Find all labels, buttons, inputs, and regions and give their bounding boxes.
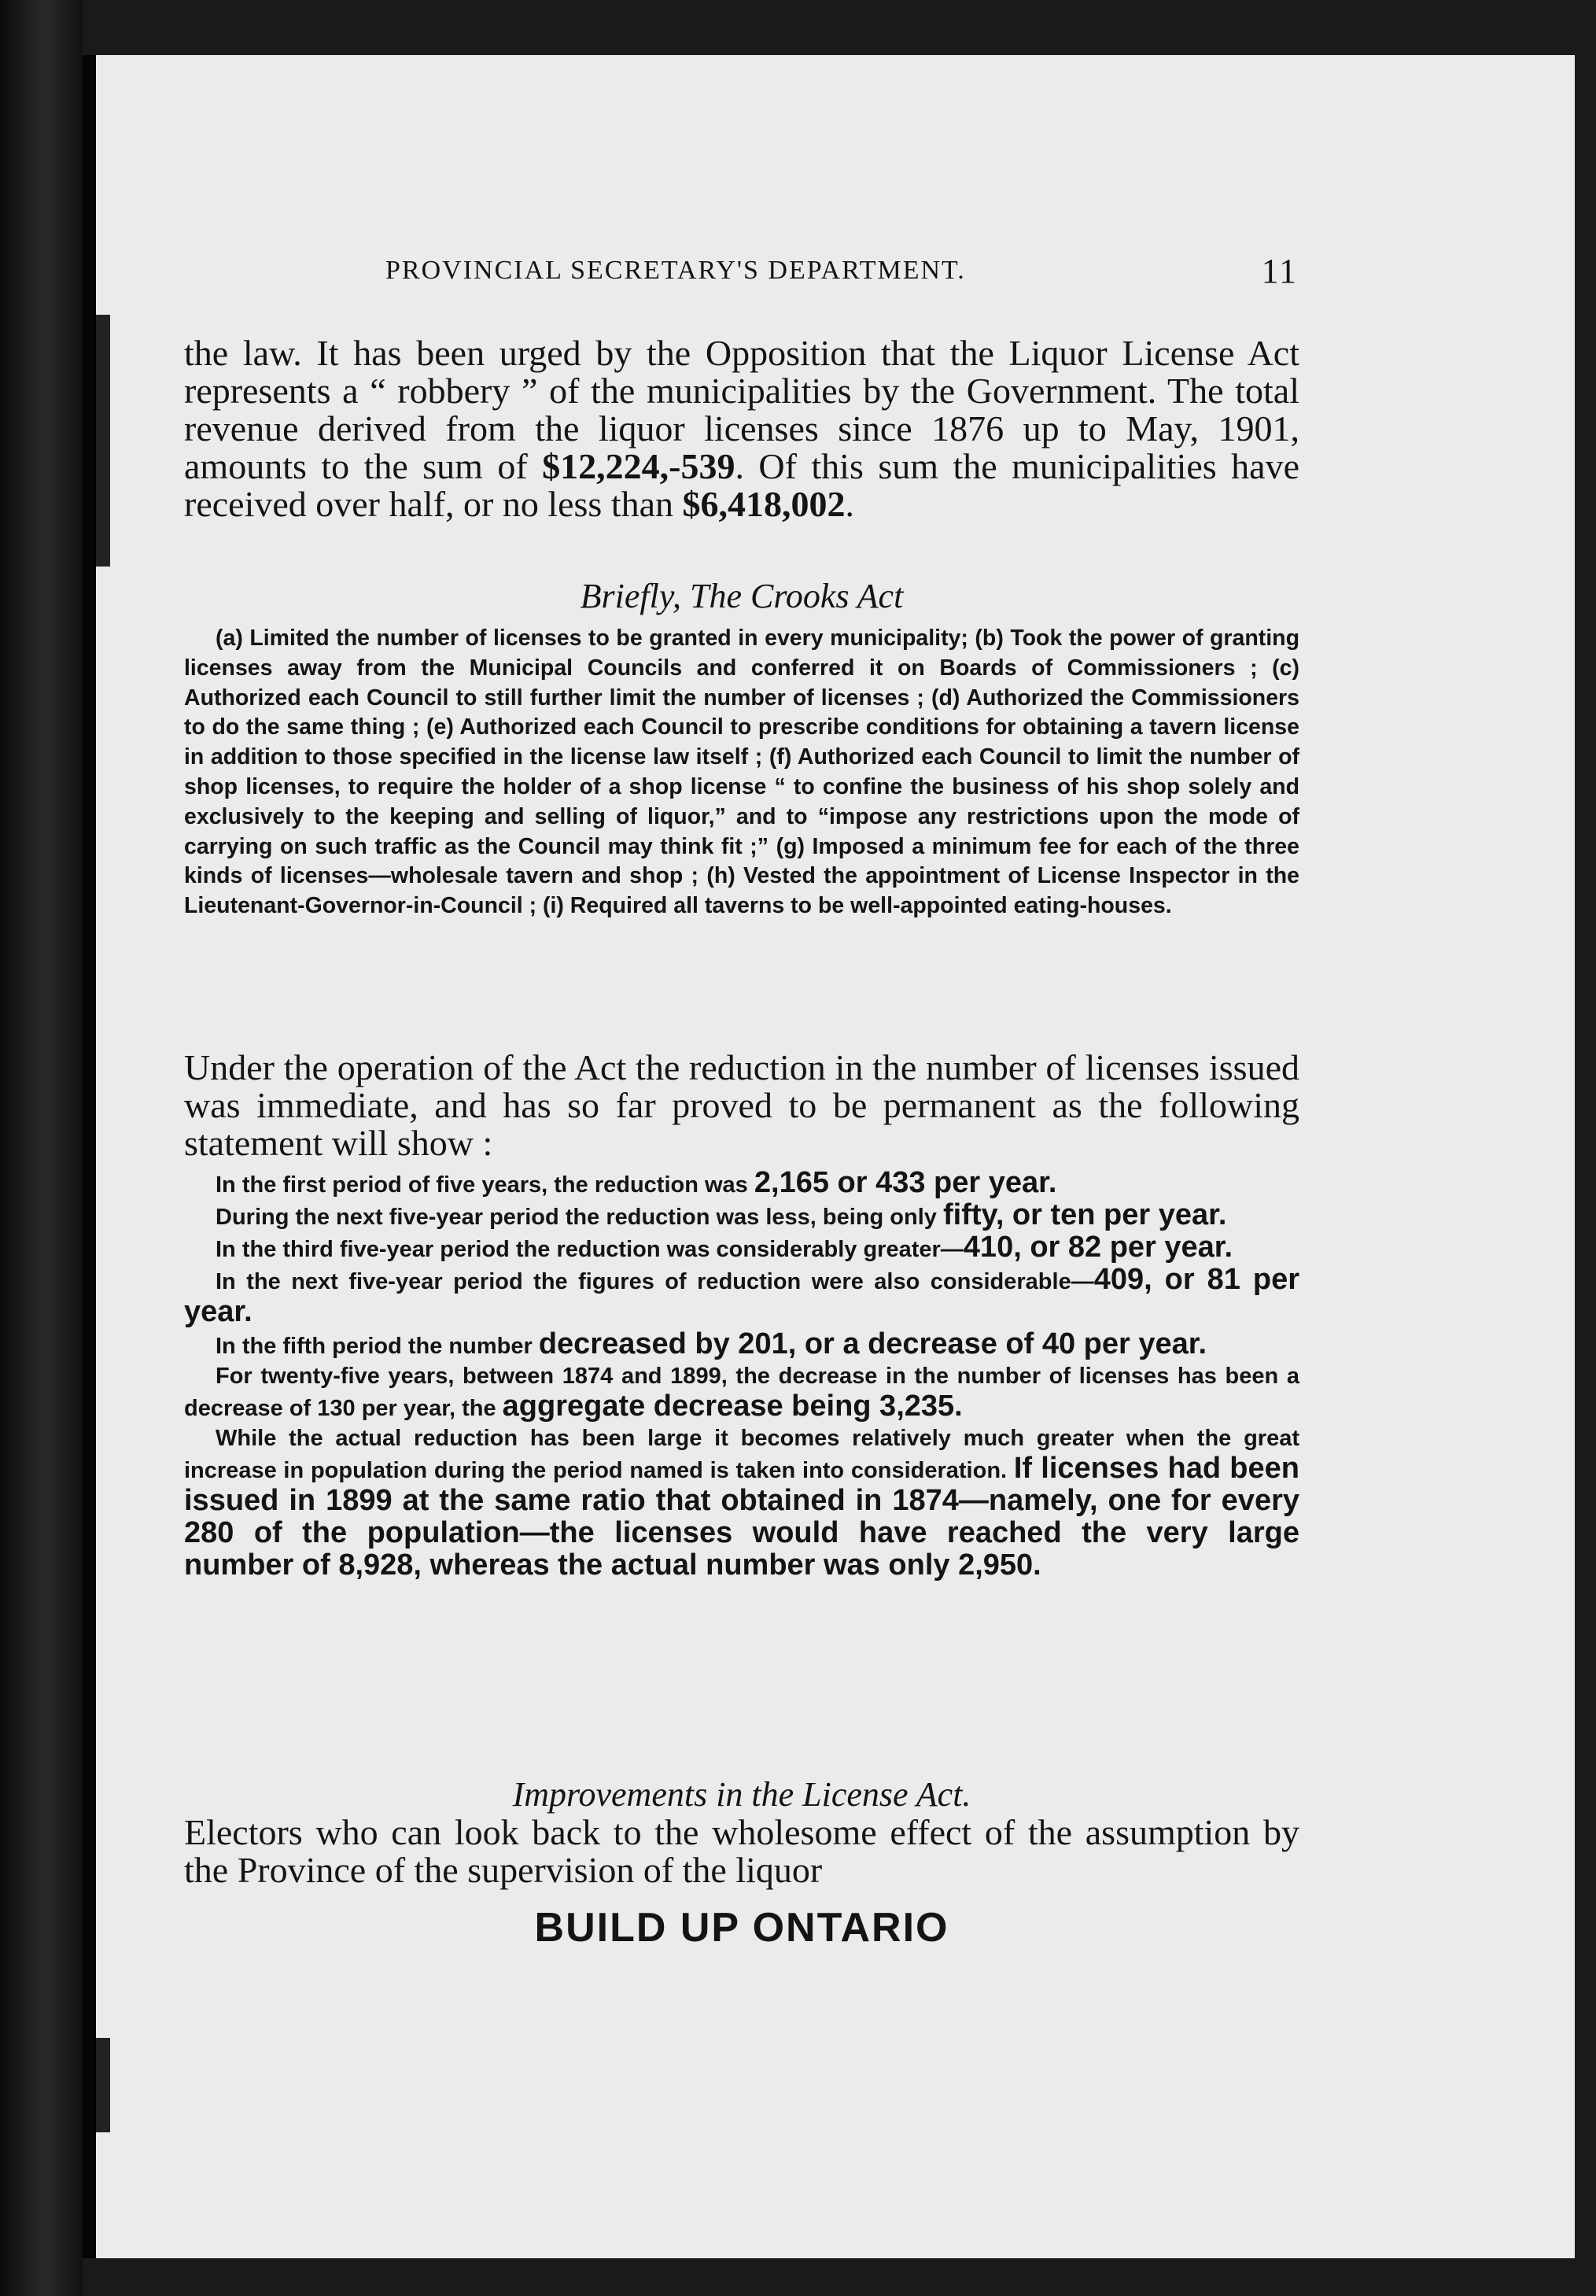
stat-item: [184, 1168, 1299, 1200]
stat-item-text: In the first period of five years, the reduction was: [216, 1172, 754, 1198]
page-spine: [83, 55, 94, 2258]
stat-item-figure: 409, or 81 per year.: [184, 1263, 1299, 1328]
stat-item-figure: 410, or 82 per year.: [963, 1231, 1233, 1264]
paragraph-revenue-text-b: . Of this sum the municipalities have received over half, or no less than: [184, 446, 1299, 524]
stat-item: [184, 1361, 1299, 1423]
stat-item-text: During the next five-year period the reduction was less, being only: [216, 1205, 943, 1230]
amount-total-revenue: $12,224,-539: [542, 446, 735, 486]
binding-bracket-bottom: [96, 2038, 110, 2132]
stat-item-figure: 2,165 or 433 per year.: [754, 1166, 1057, 1199]
binding-bracket-top: [96, 315, 110, 567]
stat-item-text: While the actual reduction has been large it becomes relatively much greater when the great increase in population during the period named is taken into consideration.: [184, 1426, 1299, 1483]
stat-item-figure: aggregate decrease being 3,235.: [502, 1390, 963, 1423]
stat-item-text: In the fifth period the number: [216, 1334, 539, 1359]
paragraph-revenue: [184, 334, 1299, 523]
stat-item: [184, 1232, 1299, 1264]
reduction-statement-list: [184, 1168, 1299, 1582]
paragraph-revenue-text-a: the law. It has been urged by the Opposition that the Liquor License Act represents a “ robbery ” of the municipalities by the Government. The total revenue derived from the liquor licenses since 1876 up to May, 1901, amounts to the sum of: [184, 333, 1299, 486]
paragraph-reduction-intro: Under the operation of the Act the reduction in the number of licenses issued was immediate, and has so far proved to be permanent as the following statement will show :: [184, 1047, 1299, 1163]
page-number: 11: [1261, 252, 1298, 290]
paragraph-revenue-text-c: .: [845, 484, 855, 524]
stat-item: [184, 1264, 1299, 1329]
stat-item-text: For twenty-five years, between 1874 and 1899, the decrease in the number of licenses has been a decrease of 130 per year, the: [184, 1364, 1299, 1421]
amount-municipalities: $6,418,002: [682, 484, 846, 524]
paragraph-electors: Electors who can look back to the wholesome effect of the assumption by the Province of the supervision of the liquor: [184, 1812, 1299, 1890]
running-head-title: PROVINCIAL SECRETARY'S DEPARTMENT.: [385, 256, 966, 285]
stat-item-figure: decreased by 201, or a decrease of 40 per year.: [538, 1327, 1207, 1360]
stat-item: [184, 1423, 1299, 1582]
paragraph-crooks-act: (a) Limited the number of licenses to be granted in every municipality; (b) Took the power of granting licenses away from the Municipal Councils and conferred it on Boards of Commissioners ; (c) Authorized each Council to still further limit the number of licenses ; (d) Authorized the Commissioners to do the same thing ; (e) Authorized each Council to prescribe conditions for obtaining a tavern license in addition to those specified in the license law itself ; (f) Authorized each Council to limit the number of shop licenses, to require the holder of a shop license “ to confine the business of his shop solely and exclusively to the keeping and selling of liquor,” and to “impose any restrictions upon the mode of carrying on such traffic as the Council may think fit ;” (g) Imposed a minimum fee for each of the three kinds of licenses—wholesale tavern and shop ; (h) Vested the appointment of License Inspector in the Lieutenant-Governor-in-Council ; (i) Required all taverns to be well-appointed eating-houses.: [184, 626, 1299, 919]
stat-item-text: In the next five-year period the figures of reduction were also considerable—: [216, 1269, 1094, 1294]
stat-item-figure: If licenses had been issued in 1899 at the same ratio that obtained in 1874—namely, one for every 280 of the population—the licenses would have reached the very large number of 8,928, whereas the actual number was only 2,950.: [184, 1452, 1299, 1582]
heading-improvements: Improvements in the License Act.: [512, 1775, 971, 1814]
scan-dark-margin: [0, 0, 83, 2296]
stat-item-figure: fifty, or ten per year.: [942, 1198, 1227, 1231]
stat-item: [184, 1329, 1299, 1361]
stat-item-text: In the third five-year period the reduction was considerably greater—: [216, 1237, 964, 1262]
running-head: [385, 252, 1298, 295]
footer-slogan: BUILD UP ONTARIO: [534, 1905, 949, 1951]
stat-item: [184, 1200, 1299, 1232]
heading-crooks-act: Briefly, The Crooks Act: [580, 577, 904, 615]
